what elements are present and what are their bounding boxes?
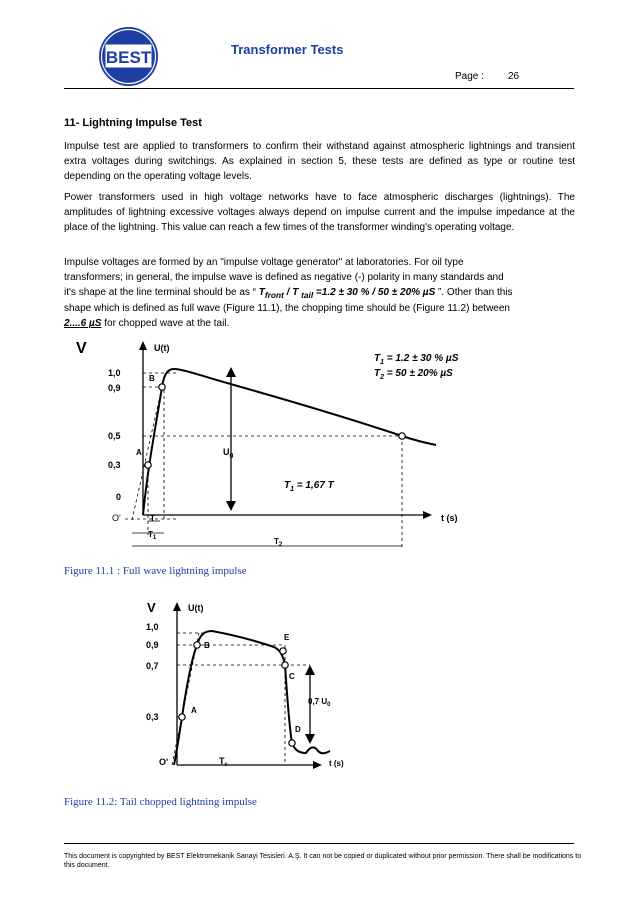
paragraph-3-line-5 — [64, 317, 575, 332]
fig1-u0-arrow-down — [226, 501, 236, 511]
paragraph-1-text: Impulse test are applied to transformers to confirm their withstand against atmospheric lightnings and transient extra voltages during switchings. As explained in section 5, these tests are defined as type or routine test depending on the operating voltage levels. — [64, 141, 575, 182]
paragraph-2-text: Power transformers used in high voltage networks have to face atmospheric discharges (lightnings). The amplitudes of lightning excessive voltages always depend on impulse current and the impulse impedance at the place of the lightning. This value can reach a few times of the transformer winding's operating voltage. — [64, 192, 575, 233]
fig2-label-b: B — [204, 641, 210, 650]
fig2-07u0-arrow-down — [305, 734, 315, 744]
fig1-eq-t1 — [374, 353, 459, 366]
fig2-07u0-main: 0,7 U — [308, 697, 328, 706]
fig2-axis-v: V — [147, 600, 156, 615]
formula-values: =1.2 ± 30 % / 50 ± 20% µS — [313, 286, 436, 298]
fig1-ytick-0-9: 0,9 — [108, 383, 121, 393]
footer-copyright: This document is copyrighted by BEST Elektromekanik Sanayi Tesisleri. A.Ş. It can not be copied or duplicated without prior permission. There shall be modifications to this document. — [64, 853, 582, 869]
fig1-origin: O' — [112, 513, 121, 523]
fig1-ytick-0-5: 0,5 — [108, 431, 121, 441]
fig2-label-a: A — [191, 706, 197, 715]
fig2-ytick-0-7: 0,7 — [146, 661, 159, 671]
paragraph-intro — [64, 140, 575, 184]
fig1-t1-sub: 1 — [152, 535, 157, 541]
page-number: 26 — [508, 71, 520, 82]
fig2-label-tc — [219, 756, 229, 768]
fig1-label-t: T — [150, 514, 155, 523]
paragraph-impulse-voltages — [64, 256, 575, 332]
fig2-y-arrow — [173, 602, 181, 611]
fig1-axis-u: U(t) — [154, 343, 170, 353]
figure-2-caption: Figure 11.2: Tail chopped lightning impulse — [64, 796, 257, 808]
fig1-axis-v: V — [76, 340, 87, 357]
fig2-ytick-0-3: 0,3 — [146, 712, 159, 722]
fig1-t2-sub: 2 — [278, 542, 283, 548]
fig2-chopped-curve — [174, 631, 330, 765]
fig1-x-label: t (s) — [441, 513, 458, 523]
fig1-eq-t1-relation — [284, 480, 335, 493]
fig1-ytick-0-3: 0,3 — [108, 460, 121, 470]
fig2-axis-u: U(t) — [188, 603, 204, 613]
fig1-y-arrow — [139, 341, 147, 350]
paragraph-3-line-2: transformers; in general, the impulse wave is defined as negative (-) polarity in many standards and — [64, 271, 504, 283]
fig1-u0-main: U — [223, 447, 230, 457]
fig1-u0-sub: 0 — [229, 453, 234, 460]
fig1-eq-t2 — [374, 368, 453, 381]
footer-divider — [64, 843, 574, 844]
fig1-eq-t2-sub: 2 — [380, 374, 385, 381]
fig1-point-a-marker — [145, 462, 151, 468]
formula-mid: / T — [283, 286, 302, 298]
fig2-x-arrow — [313, 761, 322, 769]
fig2-point-c-marker — [282, 662, 288, 668]
p3-l3-start: it's shape at the line terminal should be as “ — [64, 286, 259, 298]
fig2-label-07u0 — [308, 697, 331, 708]
fig2-label-d: D — [295, 725, 301, 734]
chopping-time-range: 2....6 µS — [64, 318, 102, 330]
p3-l3-end: ”. Other than this — [435, 286, 513, 298]
best-logo — [98, 26, 159, 87]
waveform-formula — [259, 287, 435, 298]
header-divider — [64, 88, 574, 89]
document-title: Transformer Tests — [231, 42, 344, 57]
formula-front-sub: front — [264, 289, 284, 300]
fig2-point-d-marker — [289, 740, 295, 746]
fig1-label-b: B — [149, 374, 155, 383]
fig2-point-a-marker — [179, 714, 185, 720]
fig2-07u0-sub: 0 — [327, 702, 331, 708]
fig1-eq-rel-main: T — [284, 480, 291, 491]
fig1-point-b-marker — [159, 384, 165, 390]
fig1-t2-marker — [399, 433, 405, 439]
fig2-ytick-0-9: 0,9 — [146, 640, 159, 650]
fig1-label-u0 — [223, 447, 234, 460]
p3-l5-rest: for chopped wave at the tail. — [101, 318, 230, 330]
fig2-label-e: E — [284, 633, 290, 642]
paragraph-3-line-3 — [64, 286, 575, 303]
fig1-impulse-curve — [143, 369, 436, 515]
figure-chopped-wave-diagram — [64, 595, 575, 780]
paragraph-power-transformers — [64, 191, 575, 235]
fig1-eq-rel-sub: 1 — [290, 486, 295, 493]
figure-1-caption: Figure 11.1 : Full wave lightning impulse — [64, 565, 247, 577]
fig1-ytick-0: 0 — [116, 492, 122, 502]
section-title: 11- Lightning Impulse Test — [64, 117, 202, 129]
fig1-ytick-1-0: 1,0 — [108, 368, 121, 378]
fig1-eq-t1-sub: 1 — [380, 359, 385, 366]
fig2-ytick-1-0: 1,0 — [146, 622, 159, 632]
fig1-t1-main: T — [148, 530, 153, 539]
fig1-eq-t1-rest: = 1.2 ± 30 % µS — [384, 353, 459, 364]
formula-t: T — [258, 286, 265, 298]
fig2-tc-main: T — [219, 756, 225, 766]
figure-full-wave-diagram — [64, 335, 575, 550]
fig2-x-label: t (s) — [329, 759, 344, 768]
fig1-label-t1 — [148, 530, 157, 541]
fig1-eq-rel-rest: = 1,67 T — [294, 480, 334, 491]
fig1-x-arrow — [423, 511, 432, 519]
fig2-point-e-marker — [280, 648, 286, 654]
fig2-07u0-arrow-up — [305, 665, 315, 675]
fig1-eq-t2-rest: = 50 ± 20% µS — [384, 368, 453, 379]
fig2-label-c: C — [289, 672, 295, 681]
fig1-t2-main: T — [274, 537, 279, 546]
paragraph-3-line-4: shape which is defined as full wave (Figure 11.1), the chopping time should be (Figure 11.2) between — [64, 303, 510, 315]
formula-tail-sub: tail — [301, 289, 314, 300]
fig2-point-b-marker — [194, 642, 200, 648]
fig1-label-a: A — [136, 448, 142, 457]
fig1-eq-t1-main: T — [374, 353, 381, 364]
page-label: Page : — [455, 71, 484, 82]
fig2-origin: O' — [159, 757, 169, 767]
logo-text: BEST — [105, 48, 152, 67]
fig2-tc-sub: c — [224, 762, 228, 768]
paragraph-3-line-1: Impulse voltages are formed by an "impulse voltage generator" at laboratories. For oil type — [64, 257, 464, 268]
fig1-guides — [125, 373, 402, 547]
fig1-u0-arrow-up — [226, 367, 236, 377]
fig1-eq-t2-main: T — [374, 368, 381, 379]
